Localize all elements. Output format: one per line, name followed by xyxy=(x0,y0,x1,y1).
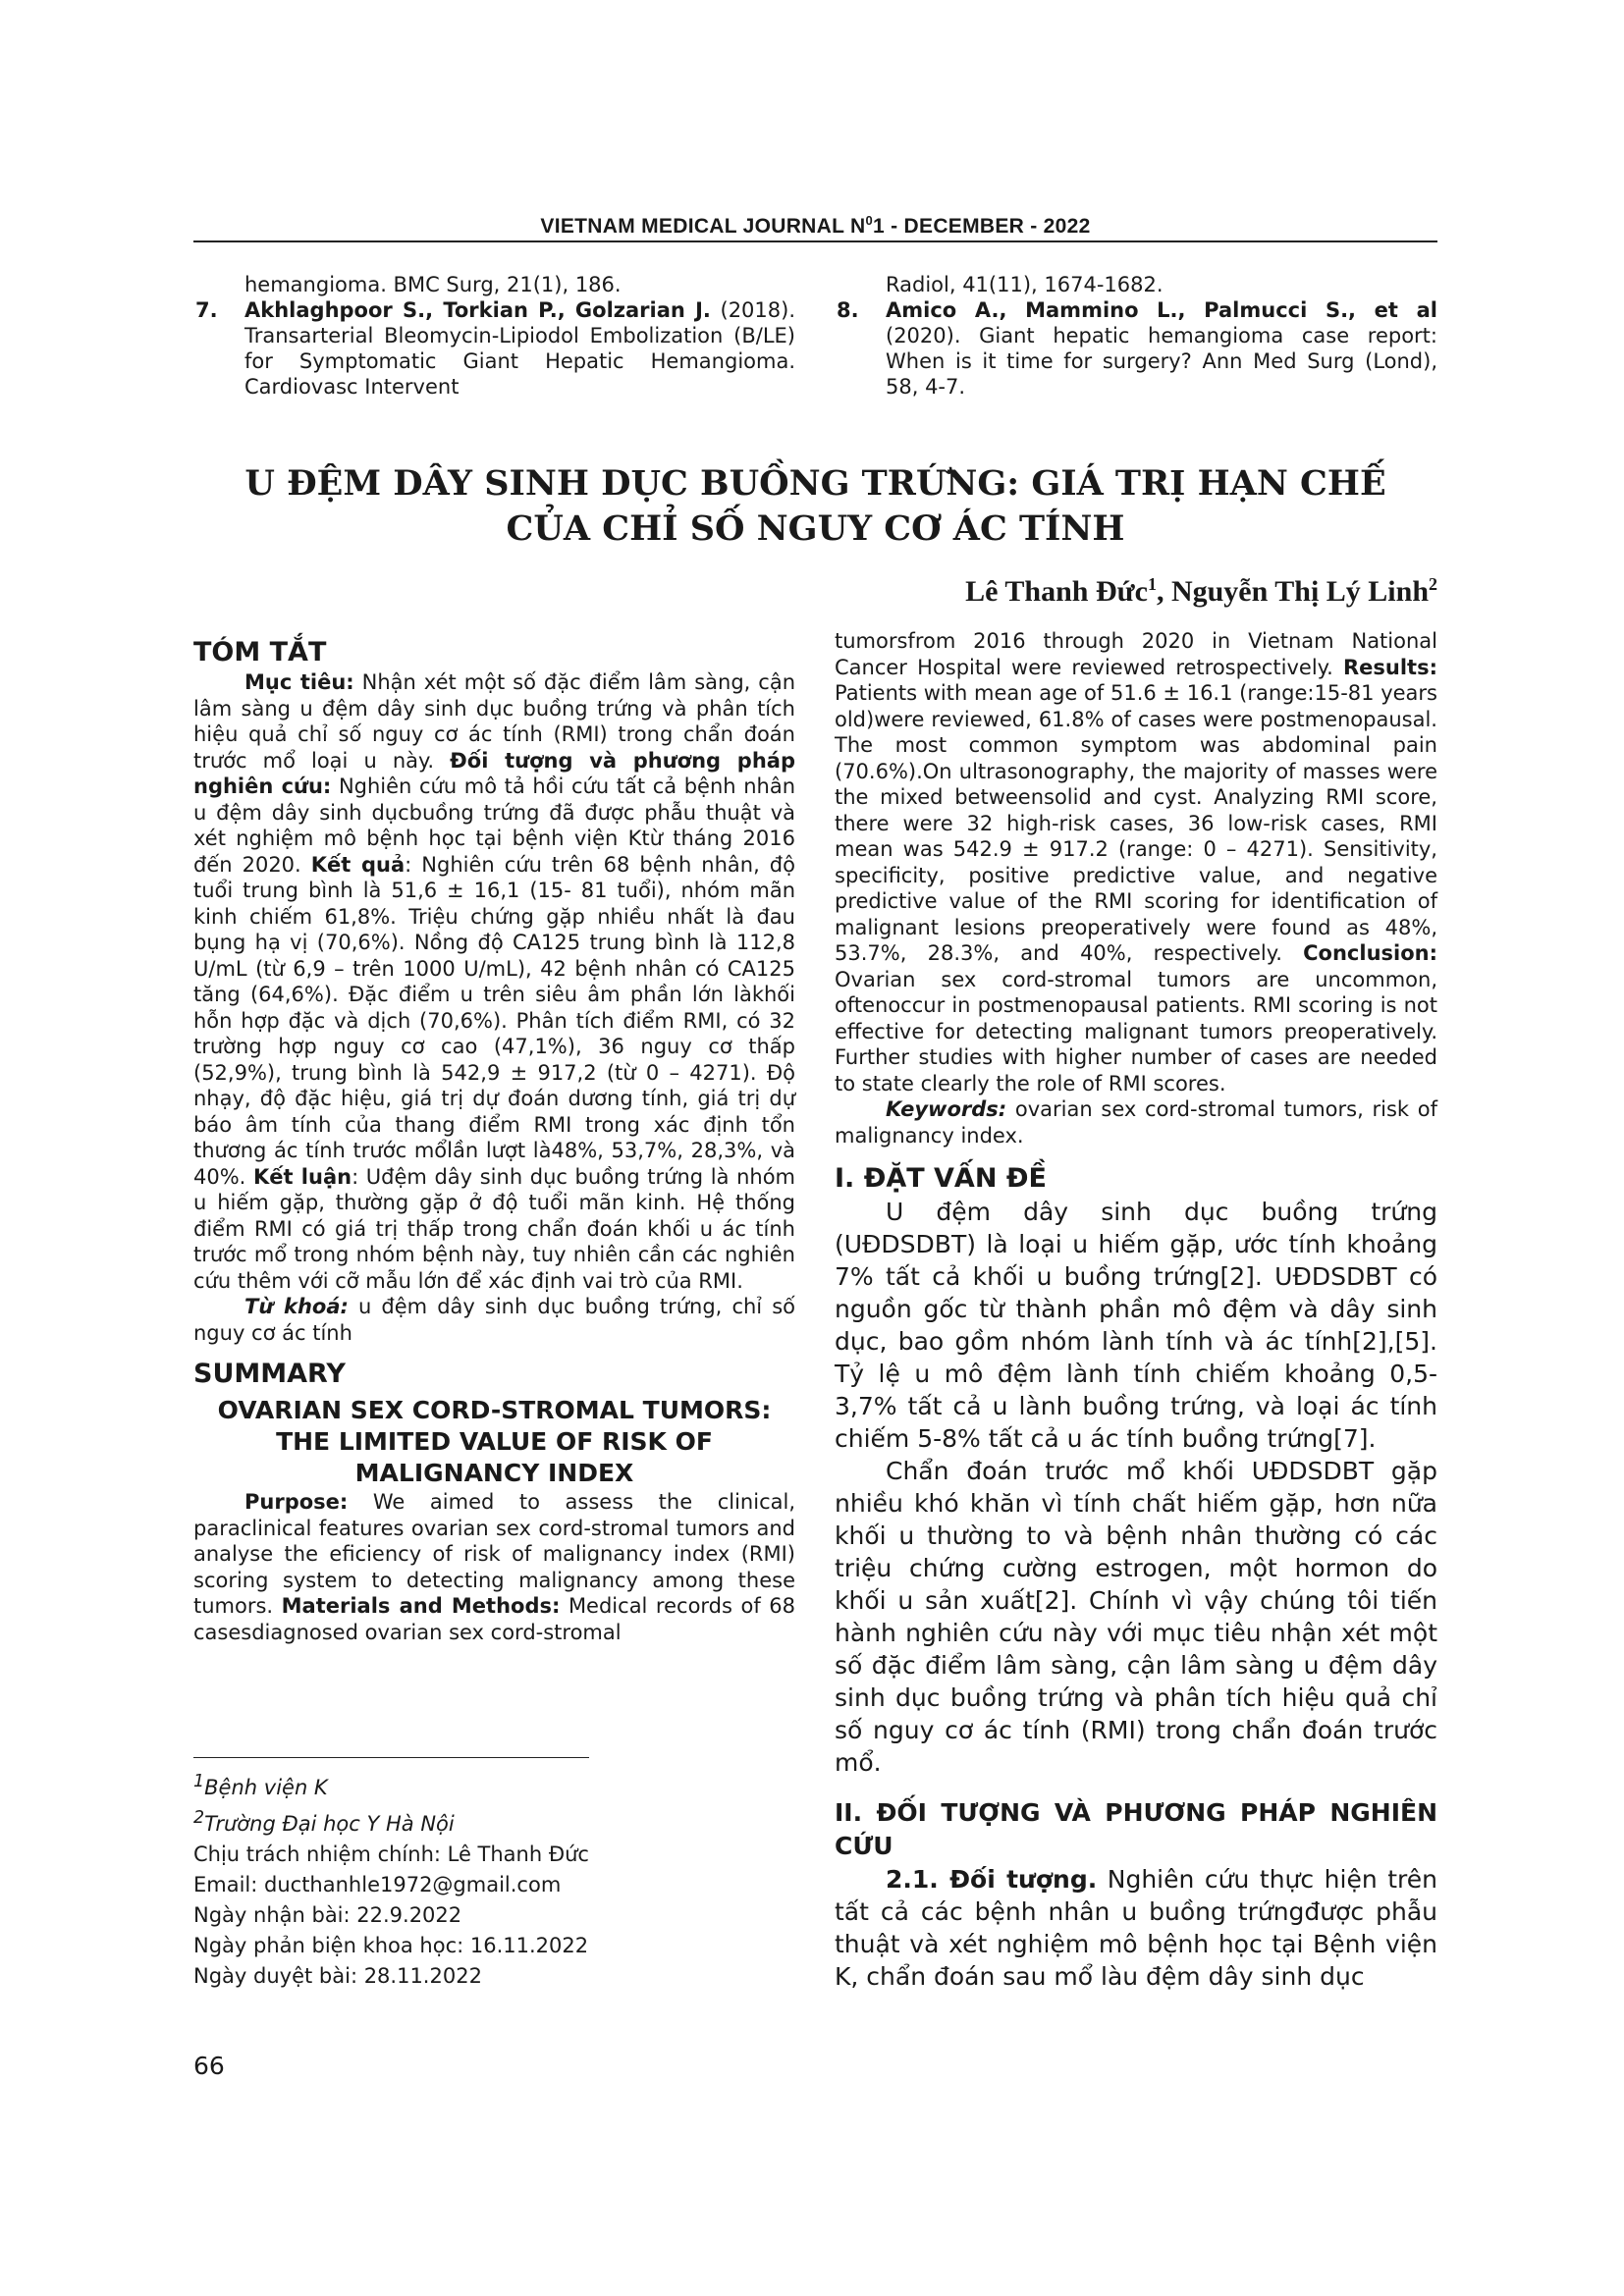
section-1-paragraph-1: U đệm dây sinh dục buồng trứng (UĐDSDBT) là loại u hiếm gặp, ước tính khoảng 7% tất cả khối u buồng trứng[2]. UĐDSDBT có nguồn gốc từ thành phần mô đệm và dây sinh dục, bao gồm nhóm lành tính và ác tính[2],[5]. Tỷ lệ u mô đệm lành tính chiếm khoảng 0,5-3,7% tất cả u lành buồng trứng, và loại ác tính chiếm 5-8% tất cả u ác tính buồng trứng[7]. xyxy=(835,1198,1437,1453)
page-number: 66 xyxy=(193,2052,225,2080)
journal-header: VIETNAM MEDICAL JOURNAL $N^01$ - DECEMBER - 2022 xyxy=(540,213,1091,238)
summary-continuation: tumorsfrom 2016 through 2020 in Vietnam National Cancer Hospital were reviewed retrospectively. Results: Patients with mean age of 51.6 ± 16.1 (range:15-81 years old)were reviewed, 61.8% of cases were postmenopausal. The most common symptom was abdominal pain (70.6%).On ultrasonography, the majority of masses were the mixed betweensolid and cyst. Analyzing RMI score, there were 32 high-risk cases, 36 low-risk cases, RMI mean was 542.9 ± 917.2 (range: 0 – 4271). Sensitivity, specificity, positive predictive value, and negative predictive value of the RMI scoring for identification of malignant lesions preoperatively were found as 48%, 53.7%, 28.3%, and 40%, respectively. Conclusion: Ovarian sex cord-stromal tumors are uncommon, oftenoccur in postmenopausal patients. RMI scoring is not effective for detecting malignant tumors preoperatively. Further studies with higher number of cases are needed to state clearly the role of RMI scores. xyxy=(835,629,1437,1095)
reference-item-7: 7. Akhlaghpoor S., Torkian P., Golzarian J. (2018). Transarterial Bleomycin-Lipiodol Embolization (B/LE) for Symptomatic Giant Hepatic Hemangioma. Cardiovasc Intervent xyxy=(195,298,796,399)
footnotes xyxy=(193,1767,795,1992)
section-1-paragraph-2: Chẩn đoán trước mổ khối UĐDSDBT gặp nhiều khó khăn vì tính chất hiếm gặp, hơn nữa khối u thường to và bệnh nhân thường có các triệu chứng cường estrogen, một hormon do khối u sản xuất[2]. Chính vì vậy chúng tôi tiến hành nghiên cứu này với mục tiêu nhận xét một số đặc điểm lâm sàng, cận lâm sàng u đệm dây sinh dục buồng trứng và phân tích hiệu quả chỉ số nguy cơ ác tính (RMI) trong chẩn đoán trước mổ. xyxy=(835,1457,1437,1777)
left-column xyxy=(193,636,795,1645)
section-2-paragraph: 2.1. Đối tượng. Nghiên cứu thực hiện trên tất cả các bệnh nhân u buồng trứngđược phẫu thuật và xét nghiệm mô bệnh học tại Bệnh viện K, chẩn đoán sau mổ làu đệm dây sinh dục xyxy=(835,1865,1438,1991)
section-2-heading: II. ĐỐI TƯỢNG VÀ PHƯƠNG PHÁP NGHIÊN CỨU xyxy=(835,1798,1437,1860)
footnote-accepted: Ngày duyệt bài: 28.11.2022 xyxy=(193,1964,482,1988)
references-right xyxy=(835,272,1437,400)
section-1-heading: I. ĐẶT VẤN ĐỀ xyxy=(835,1163,1047,1194)
abstract-paragraph: Mục tiêu: Nhận xét một số đặc điểm lâm sàng, cận lâm sàng u đệm dây sinh dục buồng trứng và phân tích hiệu quả chỉ số nguy cơ ác tính (RMI) trong chẩn đoán trước mổ loại u này. Đối tượng và phương pháp nghiên cứu: Nghiên cứu mô tả hồi cứu tất cả bệnh nhân u đệm dây sinh dụcbuồng trứng đã được phẫu thuật và xét nghiệm mô bệnh học tại bệnh viện Ktừ tháng 2016 đến 2020. Kết quả: Nghiên cứu trên 68 bệnh nhân, độ tuổi trung bình là 51,6 ± 16,1 (15- 81 tuổi), nhóm mãn kinh chiếm 61,8%. Triệu chứng gặp nhiều nhất là đau bụng hạ vị (70,6%). Nồng độ CA125 trung bình là 112,8 U/mL (từ 6,9 – trên 1000 U/mL), 42 bệnh nhân có CA125 tăng (64,6%). Đặc điểm u trên siêu âm phần lớn làkhối hỗn hợp đặc và dịch (70,6%). Phân tích điểm RMI, có 32 trường hợp nguy cơ cao (47,1%), 36 nguy cơ thấp (52,9%), trung bình là 542,9 ± 917,2 (từ 0 – 4271). Độ nhạy, độ đặc hiệu, giá trị dự đoán dương tính, giá trị dự báo âm tính của thang điểm RMI trong xác định tổn thương ác tính trước mổlần lượt là48%, 53,7%, 28,3%, và 40%. Kết luận: Uđệm dây sinh dục buồng trứng là nhóm u hiếm gặp, thường gặp ở độ tuổi mãn kinh. Hệ thống điểm RMI có giá trị thấp trong chẩn đoán khối u ác tính trước mổ trong nhóm bệnh này, tuy nhiên cần các nghiên cứu thêm với cỡ mẫu lớn để xác định vai trò của RMI. xyxy=(193,670,796,1293)
author-line: Lê Thanh Đức$^1$, Nguyễn Thị Lý Linh$^2$ xyxy=(965,574,1437,608)
reference-continuation: Radiol, 41(11), 1674-1682. xyxy=(886,273,1164,296)
section-1-body xyxy=(835,1196,1437,1779)
keywords-en: Keywords: ovarian sex cord-stromal tumors, risk of malignancy index. xyxy=(835,1097,1437,1148)
footnote-reviewed: Ngày phản biện khoa học: 16.11.2022 xyxy=(193,1934,589,1957)
footnote-affiliation-1: $^1$Bệnh viện K xyxy=(193,1772,328,1799)
summary-title: OVARIAN SEX CORD-STROMAL TUMORS: THE LIMITED VALUE OF RISK OF MALIGNANCY INDEX xyxy=(217,1396,772,1487)
footnote-rule xyxy=(193,1757,589,1758)
section-2-body xyxy=(835,1863,1437,1993)
header-rule xyxy=(193,240,1437,242)
reference-item-8: 8. Amico A., Mammino L., Palmucci S., et al (2020). Giant hepatic hemangioma case report: When is it time for surgery? Ann Med Surg (Lond), 58, 4-7. xyxy=(837,298,1437,399)
summary-paragraph: Purpose: We aimed to assess the clinical, paraclinical features ovarian sex cord-stromal tumors and analyse the eficiency of risk of malignancy index (RMI) scoring system to detecting malignancy among these tumors. Materials and Methods: Medical records of 68 casesdiagnosed ovarian sex cord-stromal xyxy=(193,1490,795,1644)
reference-continuation: hemangioma. BMC Surg, 21(1), 186. xyxy=(244,273,622,296)
right-column xyxy=(835,628,1437,1993)
paper-title: U ĐỆM DÂY SINH DỤC BUỒNG TRỨNG: GIÁ TRỊ HẠN CHẾ CỦA CHỈ SỐ NGUY CƠ ÁC TÍNH xyxy=(244,463,1386,549)
footnote-email: Email: ducthanhle1972@gmail.com xyxy=(193,1873,562,1896)
footnote-responsible: Chịu trách nhiệm chính: Lê Thanh Đức xyxy=(193,1842,589,1866)
references-left xyxy=(193,272,795,400)
summary-heading: SUMMARY xyxy=(193,1359,346,1389)
footnote-received: Ngày nhận bài: 22.9.2022 xyxy=(193,1903,462,1927)
abstract-heading: TÓM TẮT xyxy=(193,637,327,667)
keywords-vi: Từ khoá: u đệm dây sinh dục buồng trứng, chỉ số nguy cơ ác tính xyxy=(193,1295,796,1345)
footnote-affiliation-2: $^2$Trường Đại học Y Hà Nội xyxy=(193,1808,455,1836)
